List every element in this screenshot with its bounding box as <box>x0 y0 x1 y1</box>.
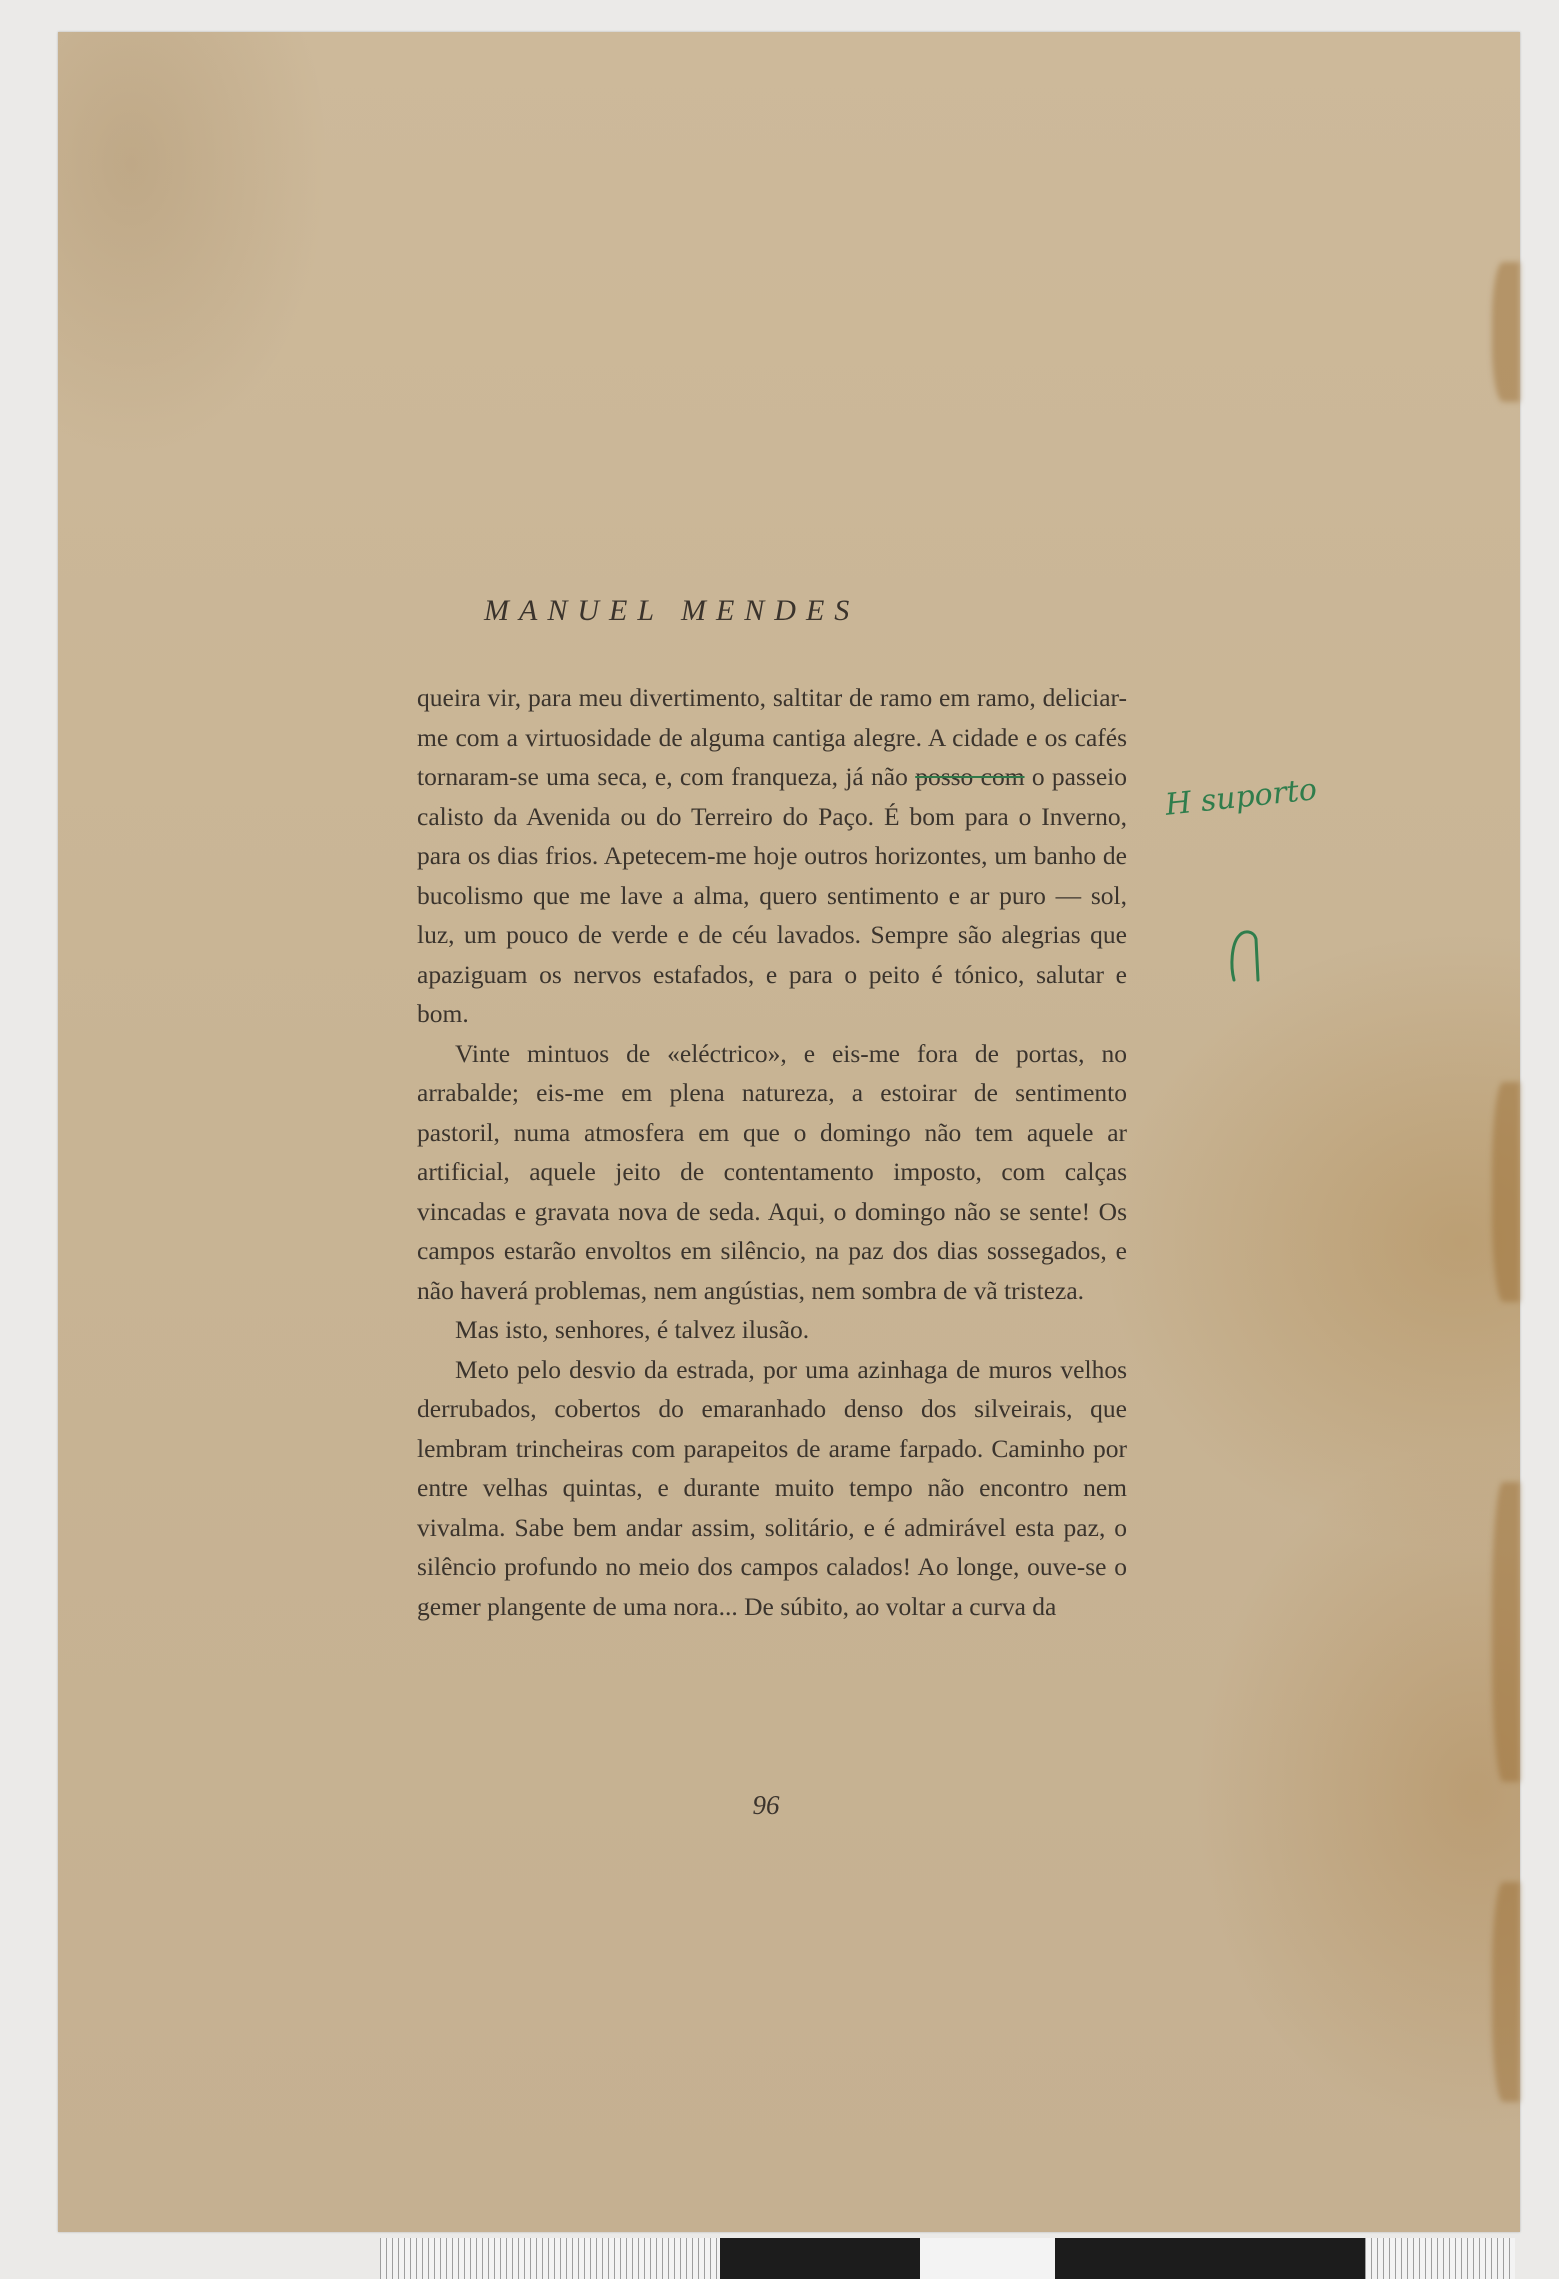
paragraph-text: Vinte mintuos de «eléctrico», e eis-me fora de portas, no arrabalde; eis-me em plena natureza, a estoirar de sentimento pastoril, numa atmosfera em que o domingo não tem aquele ar artificial, aquele jeito de contentamento imposto, com calças vincadas e gravata nova de seda. Aqui, o domingo não se sente! Os campos estarão envoltos em silêncio, na paz dos dias sossegados, e não haverá problemas, nem angústias, nem sombra de vã tristeza. <box>417 1038 1127 1305</box>
edge-stain <box>1492 262 1520 402</box>
paragraph-text: o passeio calisto da Avenida ou do Terreiro do Paço. É bom para o Inverno, para os dias frios. Apetecem-me hoje outros horizontes, um banho de bucolismo que me lave a alma, quero sentimento e ar puro — sol, luz, um pouco de verde e de céu lavados. Sempre são alegrias que apaziguam os nervos estafados, e para o peito é tónico, salutar e bom. <box>417 762 1127 1028</box>
paragraph-text: queira vir, para meu divertimento, saltitar de ramo em ramo, deliciar-me com a virtuosidade de alguma cantiga alegre. A cidade e os cafés tornaram-se uma seca, e, com franqueza, já não <box>417 683 1127 791</box>
edge-stain <box>1492 1082 1520 1302</box>
ruler-ticks <box>1365 2238 1515 2279</box>
body-text <box>417 678 1127 1626</box>
edge-stain <box>1492 1482 1520 1782</box>
ruler-ticks <box>380 2238 720 2279</box>
struck-text: posso com <box>915 762 1025 791</box>
proofreading-mark-icon <box>1228 925 1268 985</box>
paragraph-text: Meto pelo desvio da estrada, por uma azinhaga de muros velhos derrubados, cobertos do emaranhado denso dos silveirais, que lembram trincheiras com parapeitos de arame farpado. Caminho por entre velhas quintas, e durante muito tempo não encontro nem vivalma. Sabe bem andar assim, solitário, e é admirável esta paz, o silêncio profundo no meio dos campos calados! Ao longe, ouve-se o gemer plangente de uma nora... De súbito, ao voltar a curva da <box>417 1354 1127 1621</box>
running-head: MANUEL MENDES <box>484 594 860 627</box>
paragraph <box>417 1350 1127 1627</box>
margin-note: H suporto <box>1163 772 1319 823</box>
paragraph <box>417 1310 1127 1350</box>
gray-scale-block <box>720 2238 920 2279</box>
paragraph <box>417 1034 1127 1311</box>
scale-ruler <box>380 2238 1515 2279</box>
paragraph <box>417 678 1127 1034</box>
edge-stain <box>1492 1882 1520 2102</box>
page-number: 96 <box>752 1790 780 1820</box>
gray-scale-block <box>1055 2238 1365 2279</box>
paragraph-text: Mas isto, senhores, é talvez ilusão. <box>455 1315 810 1344</box>
